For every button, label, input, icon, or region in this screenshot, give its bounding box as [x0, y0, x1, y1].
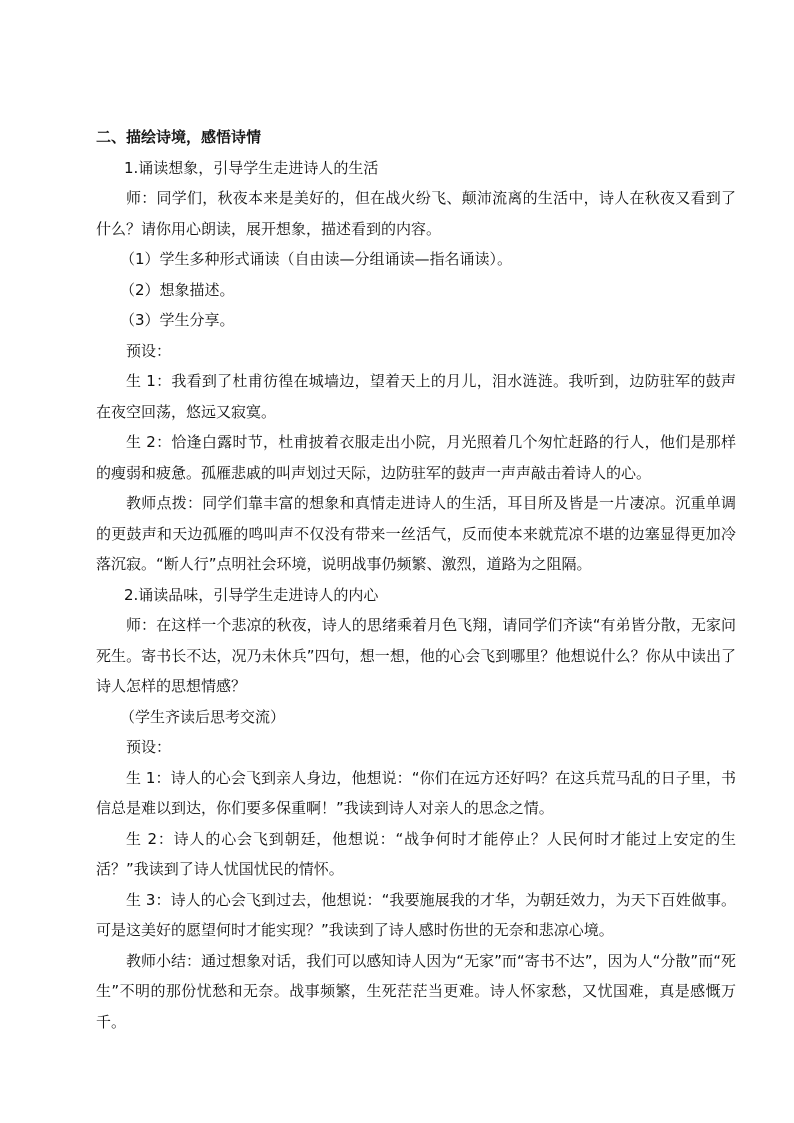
part1-teacher-comment: 教师点拨：同学们靠丰富的想象和真情走进诗人的生活，耳目所及皆是一片凄凉。沉重单调的更鼓声和天边孤雁的鸣叫声不仅没有带来一丝活气，反而使本来就荒凉不堪的边塞显得更加冷落沉寂。“断人行”点明社会环境，说明战事仍频繁、激烈，道路为之阻隔。 — [96, 494, 736, 573]
part1-title: 1.诵读想象，引导学生走进诗人的生活 — [124, 158, 379, 177]
part2-student-answer-3: 生 3：诗人的心会飞到过去，他想说：“我要施展我的才华，为朝廷效力，为天下百姓做事。可是这美好的愿望何时才能实现？”我读到了诗人感时伤世的无奈和悲凉心境。 — [96, 890, 736, 939]
part1-step-1: （1）学生多种形式诵读（自由读—分组诵读—指名诵读）。 — [120, 250, 513, 268]
part1-step-2: （2）想象描述。 — [120, 280, 235, 299]
part2-teacher-prompt: 师：在这样一个悲凉的秋夜，诗人的思绪乘着月色飞翔，请同学们齐读“有弟皆分散，无家问死生。寄书长不达，况乃未休兵”四句，想一想，他的心会飞到哪里？他想说什么？你从中读出了诗人怎样的思想情感？ — [96, 616, 736, 695]
part2-student-answer-2: 生 2：诗人的心会飞到朝廷，他想说：“战争何时才能停止？人民何时才能过上安定的生活？”我读到了诗人忧国忧民的情怀。 — [96, 829, 736, 878]
part1-step-3: （3）学生分享。 — [120, 311, 235, 329]
part2-student-answer-1: 生 1：诗人的心会飞到亲人身边，他想说：“你们在远方还好吗？在这兵荒马乱的日子里，书信总是难以到达，你们要多保重啊！”我读到诗人对亲人的思念之情。 — [96, 768, 736, 817]
document-body — [96, 122, 736, 1037]
part1-teacher-prompt: 师：同学们，秋夜本来是美好的，但在战火纷飞、颠沛流离的生活中，诗人在秋夜又看到了什么？请你用心朗读，展开想象，描述看到的内容。 — [96, 189, 736, 238]
section-heading: 二、描绘诗境，感悟诗情 — [96, 128, 262, 146]
part2-preset-label: 预设： — [126, 738, 172, 756]
part1-student-answer-1: 生 1：我看到了杜甫彷徨在城墙边，望着天上的月儿，泪水涟涟。我听到，边防驻军的鼓声在夜空回荡，悠远又寂寞。 — [96, 372, 736, 421]
part1-preset-label: 预设： — [126, 341, 172, 360]
part2-title: 2.诵读品味，引导学生走进诗人的内心 — [124, 585, 379, 604]
part1-student-answer-2: 生 2：恰逢白露时节，杜甫披着衣服走出小院，月光照着几个匆忙赶路的行人，他们是那样的瘦弱和疲惫。孤雁悲戚的叫声划过天际，边防驻军的鼓声一声声敲击着诗人的心。 — [96, 433, 736, 482]
part2-teacher-summary: 教师小结：通过想象对话，我们可以感知诗人因为“无家”而“寄书不达”，因为人“分散”而“死生”不明的那份忧愁和无奈。战事频繁，生死茫茫当更难。诗人怀家愁，又忧国难，真是感慨万千。 — [96, 951, 736, 1031]
part2-activity: （学生齐读后思考交流） — [120, 707, 286, 726]
